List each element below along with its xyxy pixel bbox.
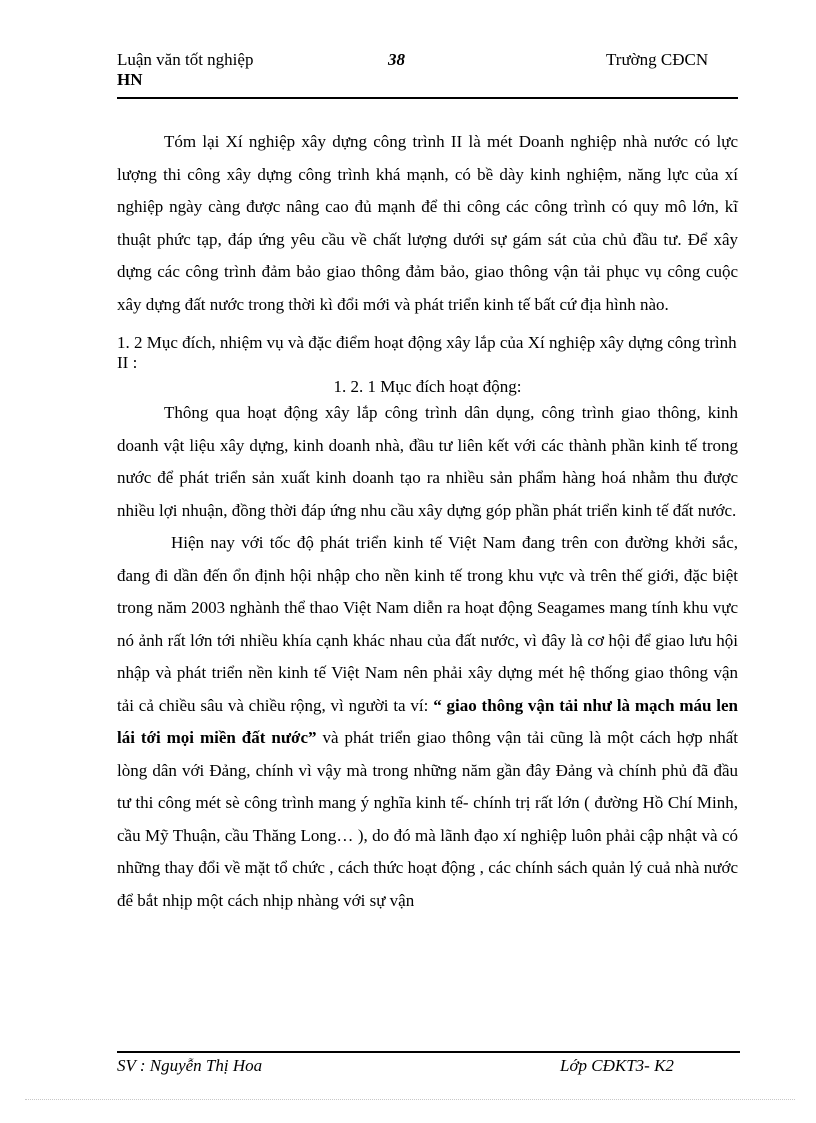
footer-student: SV : Nguyễn Thị Hoa <box>117 1056 263 1075</box>
footer-divider <box>117 1051 740 1053</box>
footer-class: Lớp CĐKT3- K2 <box>560 1056 674 1075</box>
paragraph-context <box>117 527 738 917</box>
subsection-heading: 1. 2. 1 Mục đích hoạt động: <box>333 377 522 396</box>
paragraph-purpose: Thông qua hoạt động xây lắp công trình dân dụng, công trình giao thông, kinh doanh vật liệu xây dựng, kinh doanh nhà, đầu tư liên kết với các thành phần kinh tế trong nước để phát triển sản xuất kinh doanh tạo ra nhiều sản phẩm hàng hoá nhằm thu được nhiều lợi nhuận, đồng thời đáp ứng nhu cầu xây dựng góp phần phát triển kinh tế đất nước. <box>117 403 738 520</box>
header-left <box>117 50 317 90</box>
page-bottom-dotted-line <box>25 1099 795 1100</box>
paragraph-context-part2: và phát triển giao thông vận tải cũng là một cách hợp nhất lòng dân với Đảng, chính vì vậy mà trong những năm gần đây Đảng và chính phủ đã đầu tư thi công mét sè công trình mang ý nghĩa kinh tế- chính trị rất lớn ( đường Hồ Chí Minh, cầu Mỹ Thuận, cầu Thăng Long… ), do đó mà lãnh đạo xí nghiệp luôn phải cập nhật và có những thay đổi về mặt tổ chức , cách thức hoạt động , các chính sách quản lý cuả nhà nước để bắt nhịp một cách nhịp nhàng với sự vận <box>117 728 738 910</box>
paragraph-summary: Tóm lại Xí nghiệp xây dựng công trình II là mét Doanh nghiệp nhà nước có lực lượng thi công xây dựng công trình khá mạnh, có bề dày kinh nghiệm, năng lực của xí nghiệp ngày càng được nâng cao đủ mạnh để thi công các công trình có quy mô lớn, kĩ thuật phức tạp, đáp ứng yêu cầu về chất lượng dưới sự gám sát của chủ đầu tư. Để xây dựng các công trình đảm bảo giao thông đảm bảo, giao thông vận tải phục vụ công cuộc xây dựng đất nước trong thời kì đổi mới và phát triển kinh tế bất cứ địa hình nào. <box>117 132 738 314</box>
quote-bold: “ giao thông vận tải như là mạch máu len lái tới mọi miền đất nước” <box>117 695 739 747</box>
section-heading: 1. 2 Mục đích, nhiệm vụ và đặc điểm hoạt động xây lắp của Xí nghiệp xây dựng công trình II : <box>117 333 737 372</box>
header-title: Luận văn tốt nghiệp <box>117 50 254 69</box>
header-school: Trường CĐCN <box>606 50 709 69</box>
header-title-cont: HN <box>117 70 143 89</box>
header-divider <box>117 97 738 99</box>
document-body <box>117 126 738 917</box>
paragraph-context-part1: Hiện nay với tốc độ phát triển kinh tế Việt Nam đang trên con đường khởi sắc, đang đi dần đến ổn định hội nhập cho nền kinh tế trong khu vực và trên thế giới, đặc biệt trong năm 2003 nghành thể thao Việt Nam diễn ra hoạt động Seagames mang tính khu vực nó ảnh rất lớn tới nhiều khía cạnh khác nhau của đất nước, vì đây là cơ hội để giao lưu hội nhập và phát triển nền kinh tế Việt Nam nên phải xây dựng mét hệ thống giao thông vận tải cả chiều sâu và chiều rộng, vì người ta ví: <box>117 533 738 715</box>
page-number: 38 <box>388 50 405 69</box>
